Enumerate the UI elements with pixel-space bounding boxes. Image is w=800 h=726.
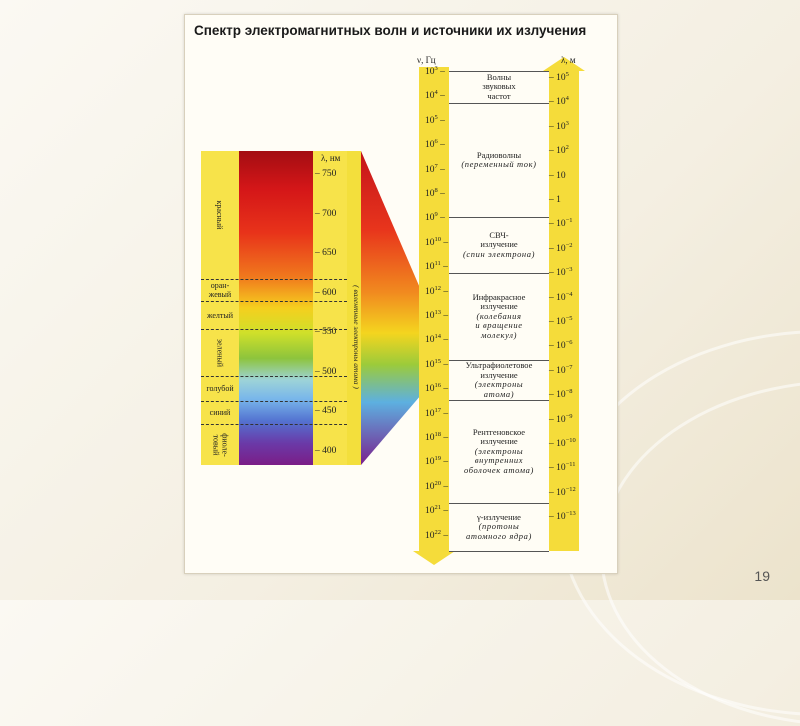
tick-exponent: −1 [565,217,573,225]
tick-exponent: 22 [434,528,441,536]
region-name: Инфракрасное излучение [472,291,526,312]
tick-mark: – [441,311,449,322]
tick-base: 10 [425,433,435,444]
tick-base: 10 [556,73,566,84]
frequency-tick [425,480,448,492]
wavelength-tick: – 650 [315,248,337,258]
region-source: (электроны внутренних оболочек атома) [464,445,534,475]
tick-exponent: −3 [565,266,573,274]
tick-mark: – [549,463,557,474]
wavelength-m-tick [549,71,569,83]
tick-base: 10 [556,317,566,328]
region-source: (колебания и вращение молекул) [475,310,523,340]
tick-base: 10 [425,91,435,102]
tick-mark: – [441,530,449,541]
region-source: (спин электрона) [462,248,536,259]
tick-exponent: 4 [434,89,438,97]
tick-exponent: 18 [434,431,441,438]
tick-base: 10 [556,414,566,425]
tick-base: 10 [556,463,566,474]
tick-mark: – [441,359,449,370]
tick-exponent: 13 [434,309,441,316]
tick-base: 10 [425,115,435,126]
wavelength-m-tick [549,144,569,156]
wavelength-tick: – 550 [315,327,337,337]
tick-mark: – [437,189,445,200]
frequency-tick [425,333,448,345]
frequency-tick [425,285,448,297]
frequency-tick [425,358,448,370]
region-name: СВЧ- излучение [480,229,518,250]
tick-exponent: −13 [565,510,576,518]
tick-base: 10 [556,268,566,279]
wavelength-m-tick [549,266,573,278]
region-source: (переменный ток) [461,159,537,169]
region-label [449,71,549,103]
region-source: (протоны атомного ядра) [466,521,532,541]
tick-base: 10 [425,408,435,419]
region-label [449,103,549,217]
frequency-tick [425,529,448,541]
region-label [449,360,549,400]
tick-exponent: 10 [434,235,441,243]
tick-base: 10 [556,170,566,181]
wavelength-m-unit-label: λ, м [561,55,576,65]
region-source: (электроны атома) [474,379,524,399]
tick-base: 10 [425,530,435,541]
wavelength-m-tick [549,461,576,473]
wavelength-tick: – 600 [315,287,337,298]
tick-mark: – [549,219,557,230]
wavelength-m-tick [549,364,573,376]
region-divider [449,551,549,552]
tick-base: 10 [556,97,566,108]
tick-exponent: 21 [434,504,441,512]
tick-base: 10 [556,439,566,450]
tick-exponent: −5 [565,315,573,322]
tick-base: 10 [556,512,566,523]
tick-mark: – [549,341,557,352]
wavelength-m-tick [549,315,573,327]
wavelength-tick: – 750 [315,169,337,179]
frequency-tick [425,89,445,101]
wavelength-tick: – 500 [315,366,337,377]
wavelength-m-tick [549,339,573,351]
tick-base: 10 [425,481,435,492]
color-band-label: оран- жевый [208,281,232,299]
frequency-tick [425,65,445,77]
color-band-label: красный [215,200,225,230]
wavelength-m-tick [549,242,573,254]
tick-exponent: 16 [434,382,441,390]
tick-base: 10 [556,341,566,352]
tick-base: 10 [556,365,566,376]
tick-mark: – [549,317,557,328]
tick-mark: – [549,365,557,376]
wavelength-tick: – 700 [315,208,337,219]
tick-exponent: 3 [434,65,438,72]
tick-mark: – [437,164,445,175]
tick-exponent: 5 [565,71,569,78]
wavelength-tick: – 400 [315,445,337,456]
frequency-tick [425,211,445,223]
tick-exponent: 12 [434,284,441,292]
tick-mark: – [549,195,557,206]
region-name: Ультрафиолетовое излучение [465,360,533,380]
tick-mark: – [437,115,445,126]
tick-exponent: 4 [565,95,569,103]
tick-mark: – [441,237,449,248]
tick-exponent: −8 [565,388,573,396]
tick-base: 10 [425,286,435,297]
tick-mark: – [549,414,557,425]
tick-exponent: 20 [434,479,441,487]
frequency-tick [425,431,448,443]
tick-base: 10 [425,237,435,248]
frequency-unit-label: ν, Гц [417,55,436,65]
slide-number: 19 [754,568,770,584]
tick-mark: – [549,243,557,254]
tick-exponent: 15 [434,357,441,365]
tick-base: 1 [556,195,561,206]
tick-base: 10 [425,213,435,224]
tick-exponent: −11 [565,461,576,469]
tick-base: 10 [425,506,435,517]
tick-exponent: −12 [565,485,576,493]
frequency-tick [425,504,448,516]
tick-mark: – [549,121,557,132]
region-name: γ-излучение [477,511,521,522]
frequency-tick [425,163,445,175]
tick-base: 10 [425,262,435,273]
color-band-label: зеленый [215,338,225,367]
tick-mark: – [437,140,445,151]
region-label [449,503,549,551]
diagram-card [184,14,618,574]
tick-base: 10 [556,243,566,254]
wavelength-tick: – 450 [315,406,337,416]
visible-light-subtitle: ( валентные электроны атома ) [352,285,361,389]
tick-mark: – [549,268,557,279]
tick-base: 10 [556,146,566,157]
wavelength-m-tick [549,120,569,132]
tick-base: 10 [556,121,566,132]
tick-exponent: −4 [565,290,573,298]
frequency-tick [425,138,445,150]
tick-exponent: 5 [434,113,438,121]
tick-mark: – [437,213,445,224]
tick-exponent: 9 [434,211,438,219]
frequency-tick [425,187,445,199]
tick-mark: – [441,384,449,395]
tick-exponent: −7 [565,363,573,371]
tick-exponent: −9 [565,412,573,420]
tick-base: 10 [425,164,435,175]
tick-base: 10 [425,384,435,395]
region-name: Радиоволны [476,149,522,160]
tick-base: 10 [425,189,435,200]
tick-base: 10 [556,390,566,401]
region-name: Рентгеновское излучение [472,426,526,447]
tick-mark: – [437,91,445,102]
tick-exponent: 14 [434,333,441,341]
tick-base: 10 [425,67,435,78]
tick-mark: – [440,262,448,273]
tick-exponent: 11 [434,260,441,268]
tick-base: 10 [556,487,566,498]
tick-exponent: 3 [565,119,569,127]
tick-mark: – [441,408,449,419]
tick-base: 10 [425,359,435,370]
wavelength-m-tick [549,193,561,205]
wavelength-m-tick [549,437,576,449]
region-name: Волны звуковых частот [482,71,516,101]
tick-mark: – [549,97,557,108]
tick-exponent: 7 [434,162,438,170]
tick-mark: – [441,457,449,468]
frequency-tick [425,114,445,126]
tick-base: 10 [556,292,566,303]
tick-mark: – [441,286,449,297]
wavelength-m-tick [549,169,566,181]
region-label [449,400,549,503]
tick-mark: – [549,390,557,401]
frequency-tick [425,236,448,248]
tick-exponent: 17 [434,406,441,414]
tick-base: 10 [425,457,435,468]
frequency-tick [425,309,448,321]
region-label [449,273,549,360]
region-label [449,217,549,273]
tick-mark: – [549,292,557,303]
tick-mark: – [441,335,449,346]
tick-exponent: 19 [434,455,441,463]
wavelength-m-tick [549,291,573,303]
wavelength-m-tick [549,486,576,498]
wavelength-m-tick [549,95,569,107]
frequency-tick [425,260,448,272]
color-band-label: фиоле- товый [211,432,229,457]
tick-exponent: 2 [565,144,569,152]
tick-mark: – [437,67,445,78]
color-band-label: синий [209,408,231,417]
tick-base: 10 [425,140,435,151]
frequency-tick [425,455,448,467]
tick-exponent: 6 [434,138,438,146]
frequency-tick [425,382,448,394]
tick-mark: – [549,439,557,450]
tick-base: 10 [425,335,435,346]
tick-mark: – [549,170,557,181]
tick-mark: – [549,512,557,523]
tick-exponent: 8 [434,187,438,194]
page-title: Спектр электромагнитных волн и источники их излучения [194,23,587,38]
tick-mark: – [441,433,449,444]
color-band-label: голубой [206,384,234,393]
tick-exponent: −6 [565,339,573,347]
frequency-tick [425,407,448,419]
tick-mark: – [549,73,557,84]
tick-mark: – [441,506,449,517]
tick-base: 10 [425,311,435,322]
wavelength-m-tick [549,510,576,522]
tick-exponent: −2 [565,241,573,249]
wavelength-m-tick [549,388,573,400]
tick-mark: – [549,146,557,157]
wavelength-unit-label: λ, нм [321,153,341,163]
wavelength-m-tick [549,413,573,425]
color-band-label: желтый [206,310,234,320]
tick-exponent: −10 [565,437,576,444]
wavelength-m-tick [549,217,573,229]
tick-mark: – [441,481,449,492]
tick-mark: – [549,487,557,498]
tick-base: 10 [556,219,566,230]
